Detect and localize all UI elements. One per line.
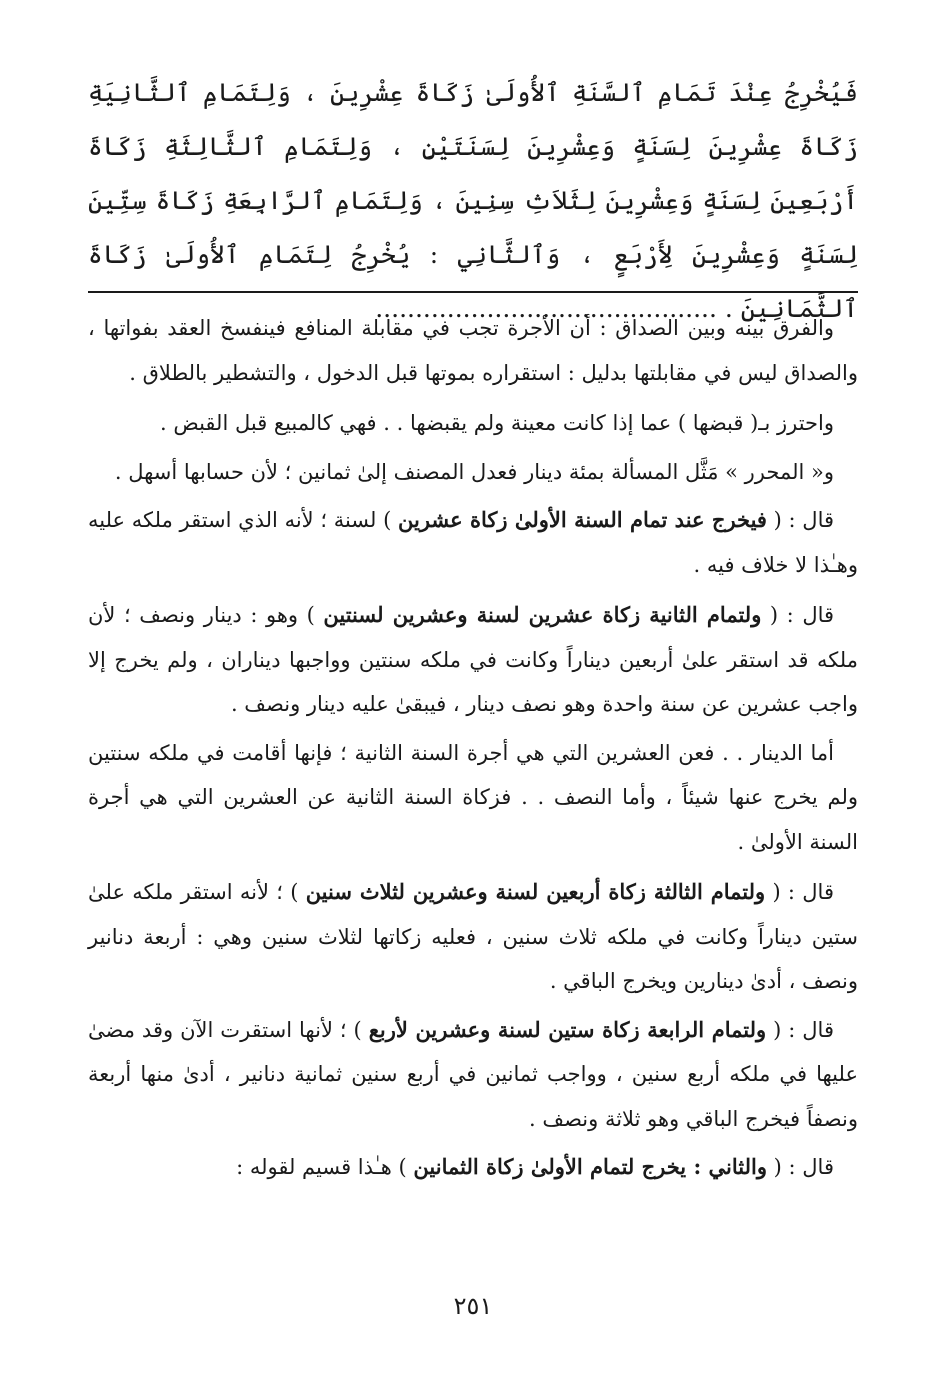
commentary-paragraph [88,306,858,395]
commentary-text: قال : ( [766,1017,834,1042]
commentary-text: أما الدينار . . فعن العشرين التي هي أجرة السنة الثانية ؛ فإنها أقامت في ملكه سنتين ولم يخرج عنها شيئاً ، وأما النصف . . فزكاة السنة الثانية عن العشرين التي هي أجرة السنة الأولىٰ . [88,740,858,854]
commentary-paragraph [88,1145,858,1190]
page-number: ٢٥١ [453,1292,493,1320]
commentary-paragraph [88,870,858,1004]
matn-text [88,66,858,336]
commentary-text: قال : ( [767,1155,834,1179]
quoted-matn: فيخرج عند تمام السنة الأولىٰ زكاة عشرين [398,507,767,532]
quoted-matn: ولتمام الثالثة زكاة أربعين لسنة وعشرين لثلاث سنين [305,879,766,904]
matn-body: فَيُخْرِجُ عِنْدَ تَمَامِ ٱلسَّنَةِ ٱلأُولَىٰ زَكَاةَ عِشْرِينَ ، وَلِتَمَامِ ٱلثَّانِيَةِ زَكَاةَ عِشْرِينَ لِسَنَةٍ وَعِشْرِينَ لِسَنَتَيْنِ ، وَلِتَمَامِ ٱلثَّالِثَةِ زَكَاةَ أَرْبَعِينَ لِسَنَةٍ وَعِشْرِينَ لِثَلاَثِ سِنِينَ ، وَلِتَمَامِ ٱلرَّابِعَةِ زَكَاةَ سِتِّينَ لِسَنَةٍ وَعِشْرِينَ لِأَرْبَعٍ ، وَٱلثَّانِي : يُخْرِجُ لِتَمَامِ ٱلأُولَىٰ زَكَاةَ ٱلثَّمَانِينَ . [88,78,858,323]
commentary-text: قال : ( [761,603,835,627]
commentary-text: ) ؛ لأنها استقرت الآن وقد مضىٰ عليها في ملكه أربع سنين ، وواجب ثمانين في أربع سنين ثمانية دنانير ، أدىٰ منها أربعة ونصفاً فيخرج الباقي وهو ثلاثة ونصف . [88,1017,858,1131]
commentary-text: و« المحرر » مَثَّل المسألة بمئة دينار فعدل المصنف إلىٰ ثمانين ؛ لأن حسابها أسهل . [114,459,834,484]
commentary-text: ) لسنة ؛ لأنه الذي استقر ملكه عليه وهـٰذا لا خلاف فيه . [88,508,858,577]
commentary-text: قال : ( [766,508,835,532]
quoted-matn: ولتمام الثانية زكاة عشرين لسنة وعشرين لسنتين [323,602,762,627]
footnote-divider [88,291,858,293]
commentary-paragraph [88,401,858,446]
commentary-paragraph [88,593,858,727]
commentary-paragraph [88,450,858,495]
commentary-paragraph [88,498,858,587]
commentary-text: ) هـٰذا قسيم لقوله : [236,1155,414,1179]
quoted-matn: والثاني : يخرج لتمام الأولىٰ زكاة الثمانين [413,1154,767,1179]
commentary-text: ) وهو : دينار ونصف ؛ لأن ملكه قد استقر علىٰ أربعين ديناراً وكانت في ملكه سنتين وواجبها ديناران ، ولم يخرج إلا واجب عشرين عن سنة واحدة وهو نصف دينار ، فيبقىٰ عليه دينار ونصف . [88,603,858,716]
commentary-text: والفرق بينه وبين الصداق : أن الأجرة تجب في مقابلة المنافع فينفسخ العقد بفواتها ، والصداق ليس في مقابلتها بدليل : استقراره بموتها قبل الدخول ، والتشطير بالطلاق . [88,316,858,385]
commentary-paragraph [88,1008,858,1142]
commentary-text: قال : ( [765,880,834,904]
commentary-text: ) ؛ لأنه استقر ملكه علىٰ ستين ديناراً وكانت في ملكه ثلاث سنين ، فعليه زكاتها لثلاث سنين وهي : أربعة دنانير ونصف ، أدىٰ دينارين ويخرج الباقي . [88,880,858,993]
commentary-text: واحترز بـ( قبضها ) عما إذا كانت معينة ولم يقبضها . . فهي كالمبيع قبل القبض . [160,411,834,435]
quoted-matn: ولتمام الرابعة زكاة ستين لسنة وعشرين لأربع [368,1016,767,1042]
commentary-paragraph [88,731,858,865]
commentary-section [88,306,858,1194]
matn-trailing-dots: ........................................... [375,294,717,323]
